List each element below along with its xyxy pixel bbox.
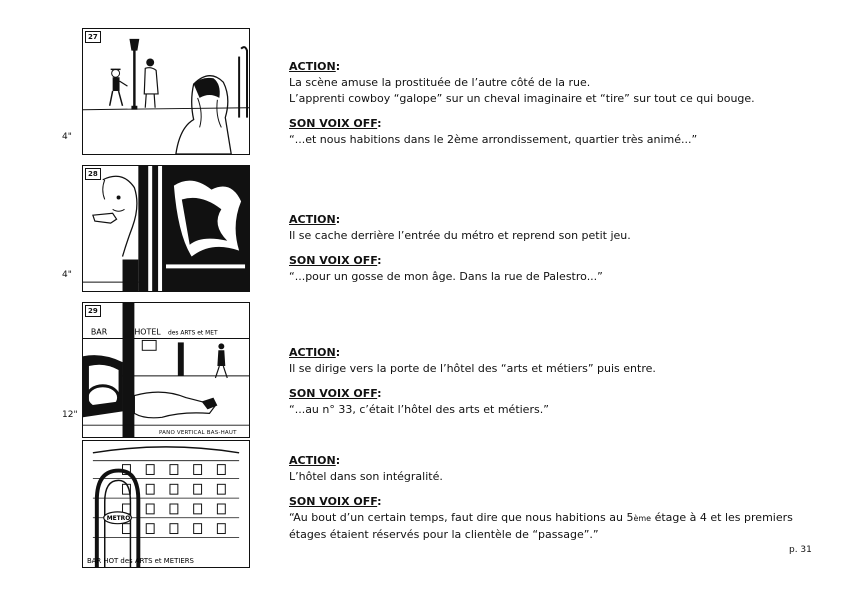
sign-hotel-bottom: BAR HOT des ARTS et METIERS <box>86 557 194 566</box>
page-number: p. 31 <box>789 545 812 555</box>
panel-27-drawing <box>83 29 249 154</box>
voice-off-line: “...et nous habitions dans le 2ème arrondissement, quartier très animé...” <box>289 133 698 146</box>
storyboard-panel-hotel <box>82 440 250 568</box>
panel-28-drawing <box>83 166 249 291</box>
voice-off-heading: SON VOIX OFF <box>289 254 378 267</box>
panel-29-drawing <box>83 303 249 437</box>
sign-bar: BAR <box>90 327 108 337</box>
panel-hotel-drawing <box>83 441 249 567</box>
action-heading: ACTION <box>289 346 336 359</box>
action-line: Il se dirige vers la porte de l’hôtel des “arts et métiers” puis entre. <box>289 362 656 375</box>
sign-arts: des ARTS et MET <box>167 330 218 337</box>
voice-off-heading: SON VOIX OFF <box>289 387 378 400</box>
camera-caption: PANO VERTICAL BAS-HAUT <box>159 430 237 436</box>
action-heading: ACTION <box>289 60 336 73</box>
voice-off-line: “...au n° 33, c’était l’hôtel des arts et métiers.” <box>289 403 549 416</box>
panel-number: 28 <box>85 168 101 180</box>
panel-hotel-notes: ACTION: L’hôtel dans son intégralité. SON VOIX OFF: “Au bout d’un certain temps, faut dire que nous habitions au 5ème étage à 4 et les premiers étages étaient réservés pour la clientèle de “passage”.” <box>289 453 819 543</box>
panel-28-duration: 4" <box>62 270 72 280</box>
action-line: La scène amuse la prostituée de l’autre côté de la rue. <box>289 76 591 89</box>
panel-27-notes: ACTION: La scène amuse la prostituée de l’autre côté de la rue. L’apprenti cowboy “galope” sur un cheval imaginaire et “tire” sur tout ce qui bouge. SON VOIX OFF: “...et nous habitions dans le 2ème arrondissement, quartier très animé...” <box>289 59 819 148</box>
voice-off-line: “...pour un gosse de mon âge. Dans la rue de Palestro...” <box>289 270 603 283</box>
sign-metro: METRO <box>106 516 131 523</box>
action-line: Il se cache derrière l’entrée du métro et reprend son petit jeu. <box>289 229 631 242</box>
voice-off-heading: SON VOIX OFF <box>289 117 378 130</box>
storyboard-panel-28 <box>82 165 250 292</box>
action-line: L’apprenti cowboy “galope” sur un cheval imaginaire et “tire” sur tout ce qui bouge. <box>289 92 755 105</box>
panel-27-duration: 4" <box>62 132 72 142</box>
panel-number: 27 <box>85 31 101 43</box>
action-heading: ACTION <box>289 454 336 467</box>
sign-hotel: HOTEL <box>134 327 161 337</box>
panel-29-notes: ACTION: Il se dirige vers la porte de l’hôtel des “arts et métiers” puis entre. SON VOIX OFF: “...au n° 33, c’était l’hôtel des arts et métiers.” <box>289 345 819 418</box>
voice-off-line: étages étaient réservés pour la clientèle de “passage”.” <box>289 528 599 541</box>
storyboard-panel-29 <box>82 302 250 438</box>
panel-29-duration: 12" <box>62 410 78 420</box>
action-heading: ACTION <box>289 213 336 226</box>
ordinal-suffix: ème <box>633 514 652 523</box>
voice-off-text-b: étage à 4 et les premiers <box>651 511 793 524</box>
storyboard-panel-27 <box>82 28 250 155</box>
panel-number: 29 <box>85 305 101 317</box>
voice-off-heading: SON VOIX OFF <box>289 495 378 508</box>
voice-off-line <box>289 510 819 527</box>
action-line: L’hôtel dans son intégralité. <box>289 470 443 483</box>
voice-off-text-a: “Au bout d’un certain temps, faut dire que nous habitions au 5 <box>289 511 634 524</box>
panel-28-notes: ACTION: Il se cache derrière l’entrée du métro et reprend son petit jeu. SON VOIX OFF: “...pour un gosse de mon âge. Dans la rue de Palestro...” <box>289 212 819 285</box>
